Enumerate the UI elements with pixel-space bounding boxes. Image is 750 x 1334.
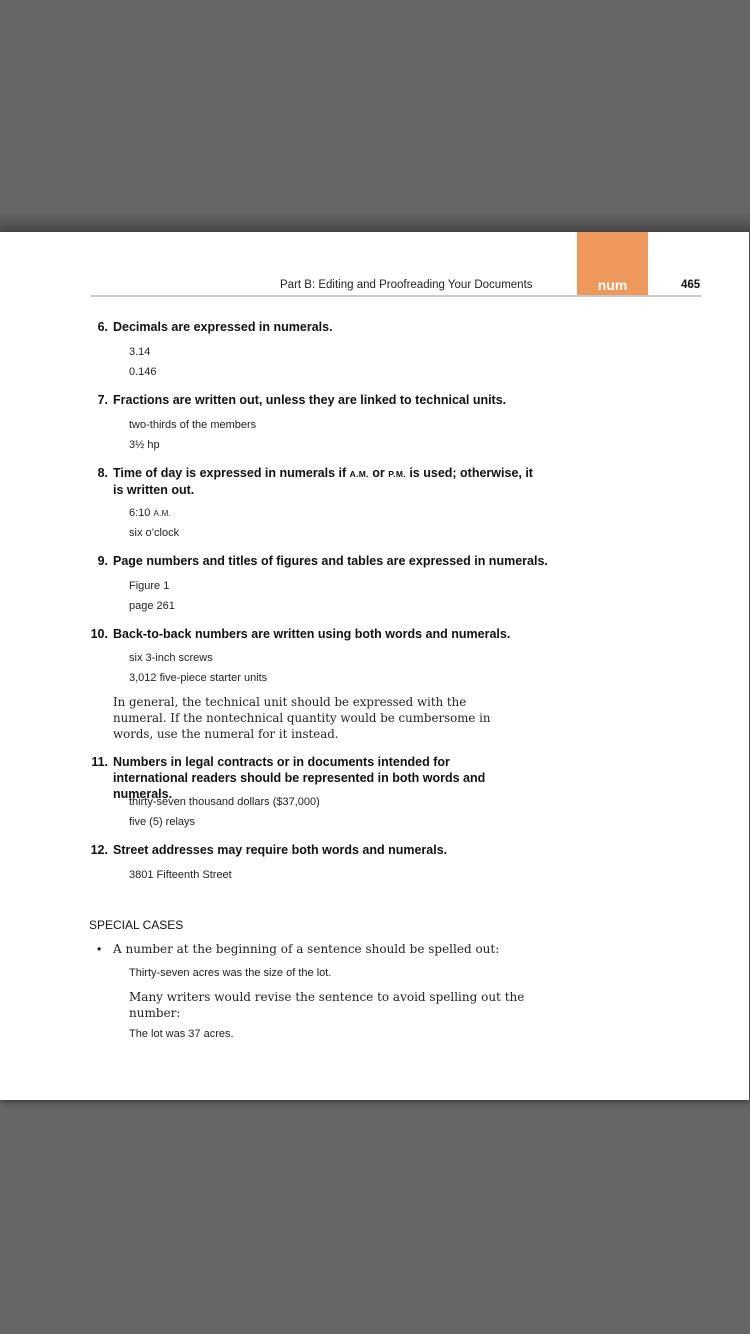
example: 0.146 xyxy=(129,366,157,378)
item-number: 9. xyxy=(97,554,108,568)
heading-text: or xyxy=(368,466,389,480)
example: Figure 1 xyxy=(129,580,170,592)
example: page 261 xyxy=(129,600,175,612)
example: 3,012 five-piece starter units xyxy=(129,672,268,684)
example: 3801 Fifteenth Street xyxy=(129,869,232,881)
heading-text: Time of day is expressed in numerals if xyxy=(113,466,350,480)
item-note: In general, the technical unit should be expressed with the numeral. If the nontechnical quantity would be cumbersome in words, use the numeral for it instead. xyxy=(113,695,491,741)
item-number: 11. xyxy=(91,755,108,769)
item-heading: Decimals are expressed in numerals. xyxy=(113,320,333,334)
item-heading: Numbers in legal contracts or in documents intended for international readers should be represented in both words and numerals. xyxy=(113,755,486,801)
pm-small-caps: P.M. xyxy=(388,469,406,479)
example: six o’clock xyxy=(129,527,180,539)
header-rule xyxy=(91,295,701,297)
example xyxy=(129,507,171,519)
example: 3½ hp xyxy=(129,439,160,451)
item-heading: Fractions are written out, unless they are linked to technical units. xyxy=(113,393,507,407)
example-text: 6:10 xyxy=(129,507,154,519)
running-head: Part B: Editing and Proofreading Your Documents xyxy=(280,279,533,291)
example: two-thirds of the members xyxy=(129,419,257,431)
bullet-icon: • xyxy=(97,942,102,956)
item-number: 8. xyxy=(97,466,108,480)
item-heading: Page numbers and titles of figures and tables are expressed in numerals. xyxy=(113,554,548,568)
item-number: 12. xyxy=(90,843,108,857)
example: thirty-seven thousand dollars ($37,000) xyxy=(129,796,320,808)
special-case-rule: A number at the beginning of a sentence should be spelled out: xyxy=(113,942,500,956)
heading-text: is used; otherwise, it is written out. xyxy=(113,466,533,497)
page-top-shadow xyxy=(0,212,750,232)
example: five (5) relays xyxy=(129,816,196,828)
example: The lot was 37 acres. xyxy=(129,1028,234,1040)
am-small-caps: A.M. xyxy=(153,509,172,518)
item-number: 6. xyxy=(97,320,108,334)
example: Thirty-seven acres was the size of the lot. xyxy=(129,967,332,979)
page-number: 465 xyxy=(681,279,701,291)
item-heading: Street addresses may require both words and numerals. xyxy=(113,843,448,857)
item-number: 10. xyxy=(90,627,108,641)
book-page xyxy=(0,232,749,1100)
chapter-tab-label: num xyxy=(597,277,628,293)
special-case-note: Many writers would revise the sentence to avoid spelling out the number: xyxy=(129,990,525,1020)
chapter-tab xyxy=(577,232,648,295)
am-small-caps: A.M. xyxy=(349,469,369,479)
item-heading: Back-to-back numbers are written using both words and numerals. xyxy=(113,627,511,641)
section-title: SPECIAL CASES xyxy=(89,918,184,932)
example: 3.14 xyxy=(129,346,151,358)
item-number: 7. xyxy=(97,393,108,407)
example: six 3-inch screws xyxy=(129,652,213,664)
item-heading xyxy=(113,465,543,498)
